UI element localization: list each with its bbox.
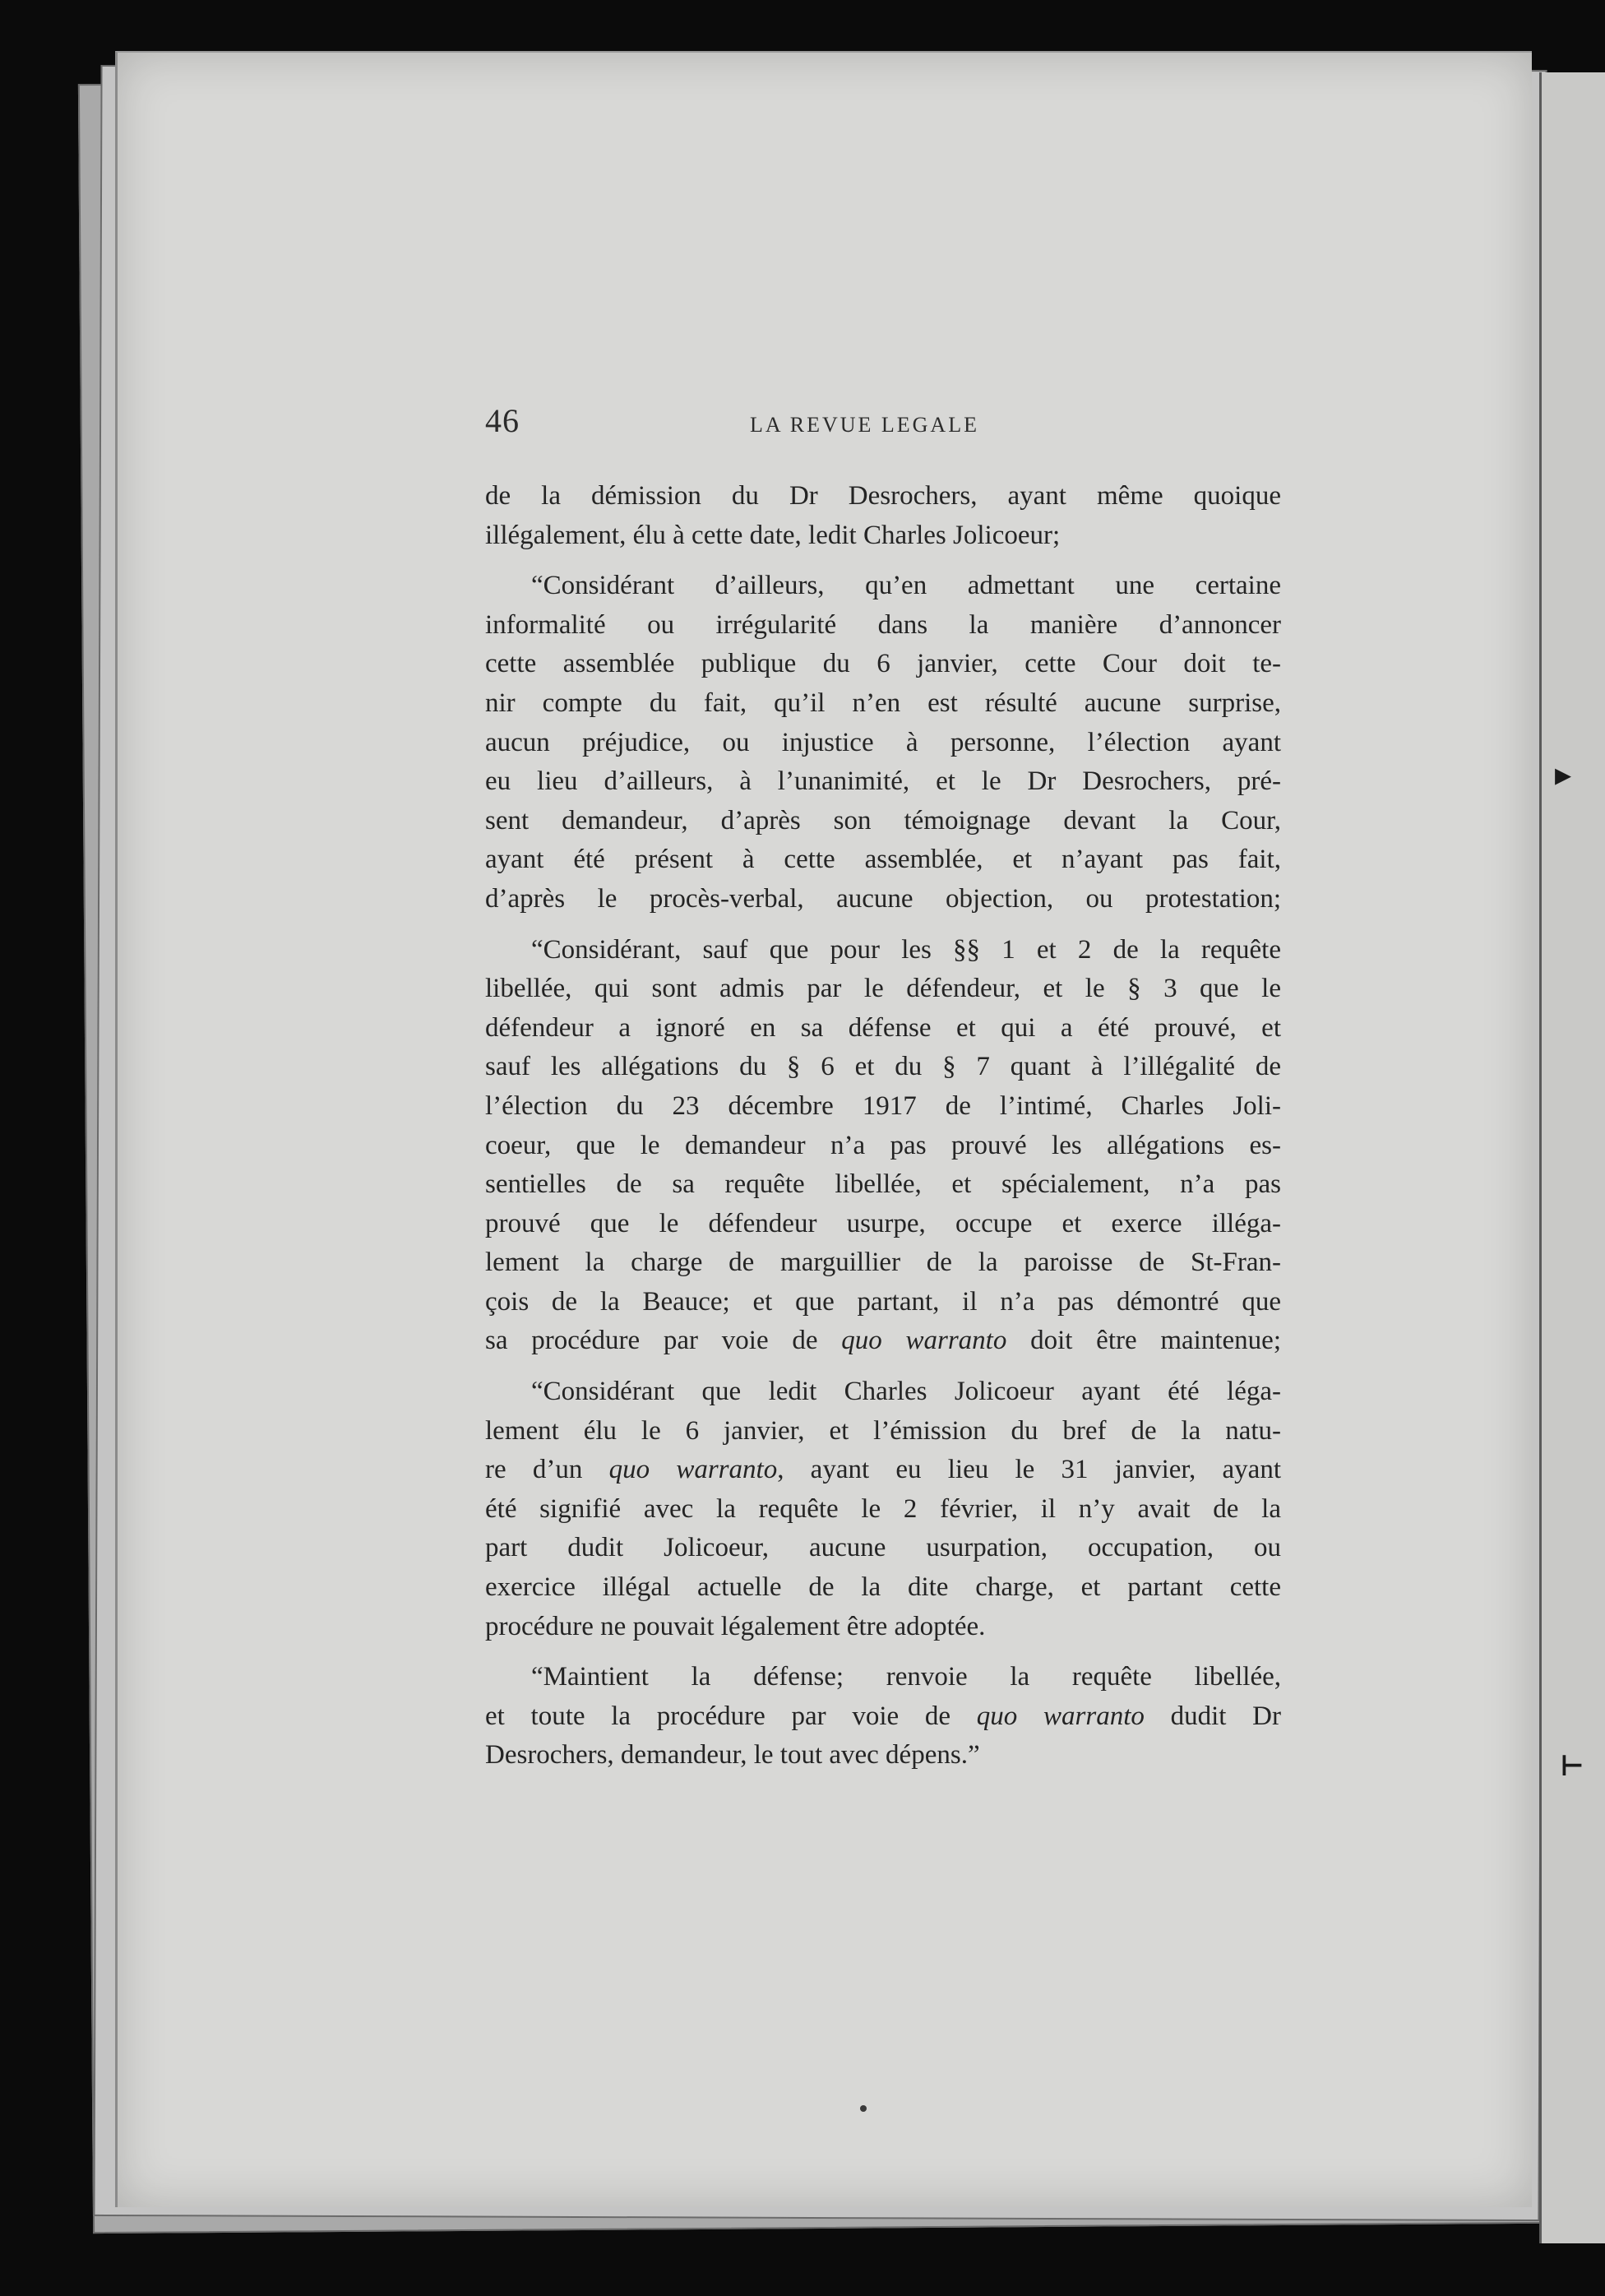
text-line: prouvé que le défendeur usurpe, occupe et exerce illéga-	[485, 1208, 1281, 1238]
text-line: été signifié avec la requête le 2 février, il n’y avait de la	[485, 1493, 1281, 1524]
text-line: et toute la procédure par voie de quo warranto dudit Dr	[485, 1701, 1281, 1731]
text-line: eu lieu d’ailleurs, à l’unanimité, et le Dr Desrochers, pré-	[485, 766, 1281, 797]
text-line: sentielles de sa requête libellée, et spécialement, n’a pas	[485, 1169, 1281, 1200]
text-line: Desrochers, demandeur, le tout avec dépens.”	[485, 1740, 980, 1771]
text-line: exercice illégal actuelle de la dite charge, et partant cette	[485, 1572, 1281, 1603]
paragraph	[485, 567, 1281, 919]
italic-term: quo warranto	[841, 1326, 1007, 1356]
text-line: lement la charge de marguillier de la paroisse de St-Fran-	[485, 1248, 1281, 1278]
text-line: ayant été présent à cette assemblée, et n’ayant pas fait,	[485, 845, 1281, 875]
text-line: illégalement, élu à cette date, ledit Charles Jolicoeur;	[485, 520, 1061, 550]
adjacent-page-strip	[1539, 72, 1605, 2243]
text-line: re d’un quo warranto, ayant eu lieu le 31 janvier, ayant	[485, 1455, 1281, 1485]
text-line: “Considérant que ledit Charles Jolicoeur ayant été léga-	[531, 1377, 1281, 1407]
text-line: nir compte du fait, qu’il n’en est résulté aucune surprise,	[485, 687, 1281, 718]
text-line: de la démission du Dr Desrochers, ayant même quoique	[485, 481, 1281, 511]
text-line: aucun préjudice, ou injustice à personne, l’élection ayant	[485, 727, 1281, 757]
text-line: “Considérant d’ailleurs, qu’en admettant une certaine	[531, 571, 1281, 601]
paragraph	[485, 1658, 1281, 1775]
text-line: libellée, qui sont admis par le défendeur, et le § 3 que le	[485, 974, 1281, 1004]
page-number: 46	[485, 402, 520, 439]
text-line: çois de la Beauce; et que partant, il n’a pas démontré que	[485, 1286, 1281, 1317]
text-line: lement élu le 6 janvier, et l’émission du bref de la natu-	[485, 1415, 1281, 1446]
text-line: part dudit Jolicoeur, aucune usurpation, occupation, ou	[485, 1533, 1281, 1563]
text-line: défendeur a ignoré en sa défense et qui a été prouvé, et	[485, 1012, 1281, 1043]
text-line: d’après le procès-verbal, aucune objection, ou protestation;	[485, 883, 1281, 914]
text-line: sent demandeur, d’après son témoignage devant la Cour,	[485, 805, 1281, 836]
ink-mark: ⊢	[1560, 1752, 1585, 1782]
text-line: procédure ne pouvait légalement être adoptée.	[485, 1611, 986, 1641]
text-line: “Maintient la défense; renvoie la requête libellée,	[531, 1662, 1281, 1692]
text-line: cette assemblée publique du 6 janvier, cette Cour doit te-	[485, 649, 1281, 679]
paragraph	[485, 477, 1281, 555]
ink-mark: ▸	[1555, 756, 1572, 793]
running-head: LA REVUE LEGALE	[750, 413, 979, 437]
text-line: l’élection du 23 décembre 1917 de l’intimé, Charles Joli-	[485, 1090, 1281, 1121]
text-line: sauf les allégations du § 6 et du § 7 quant à l’illégalité de	[485, 1052, 1281, 1082]
paragraph	[485, 931, 1281, 1362]
paragraph	[485, 1373, 1281, 1646]
text-line: sa procédure par voie de quo warranto doit être maintenue;	[485, 1326, 1281, 1356]
page-header	[485, 401, 1307, 442]
text-line: informalité ou irrégularité dans la manière d’annoncer	[485, 609, 1281, 640]
italic-term: quo warranto	[976, 1701, 1145, 1731]
text-line: “Considérant, sauf que pour les §§ 1 et 2 de la requête	[531, 934, 1281, 965]
page-body	[485, 477, 1281, 1787]
speck	[860, 2105, 867, 2112]
italic-term: quo warranto	[608, 1455, 778, 1485]
text-line: coeur, que le demandeur n’a pas prouvé les allégations es-	[485, 1130, 1281, 1160]
